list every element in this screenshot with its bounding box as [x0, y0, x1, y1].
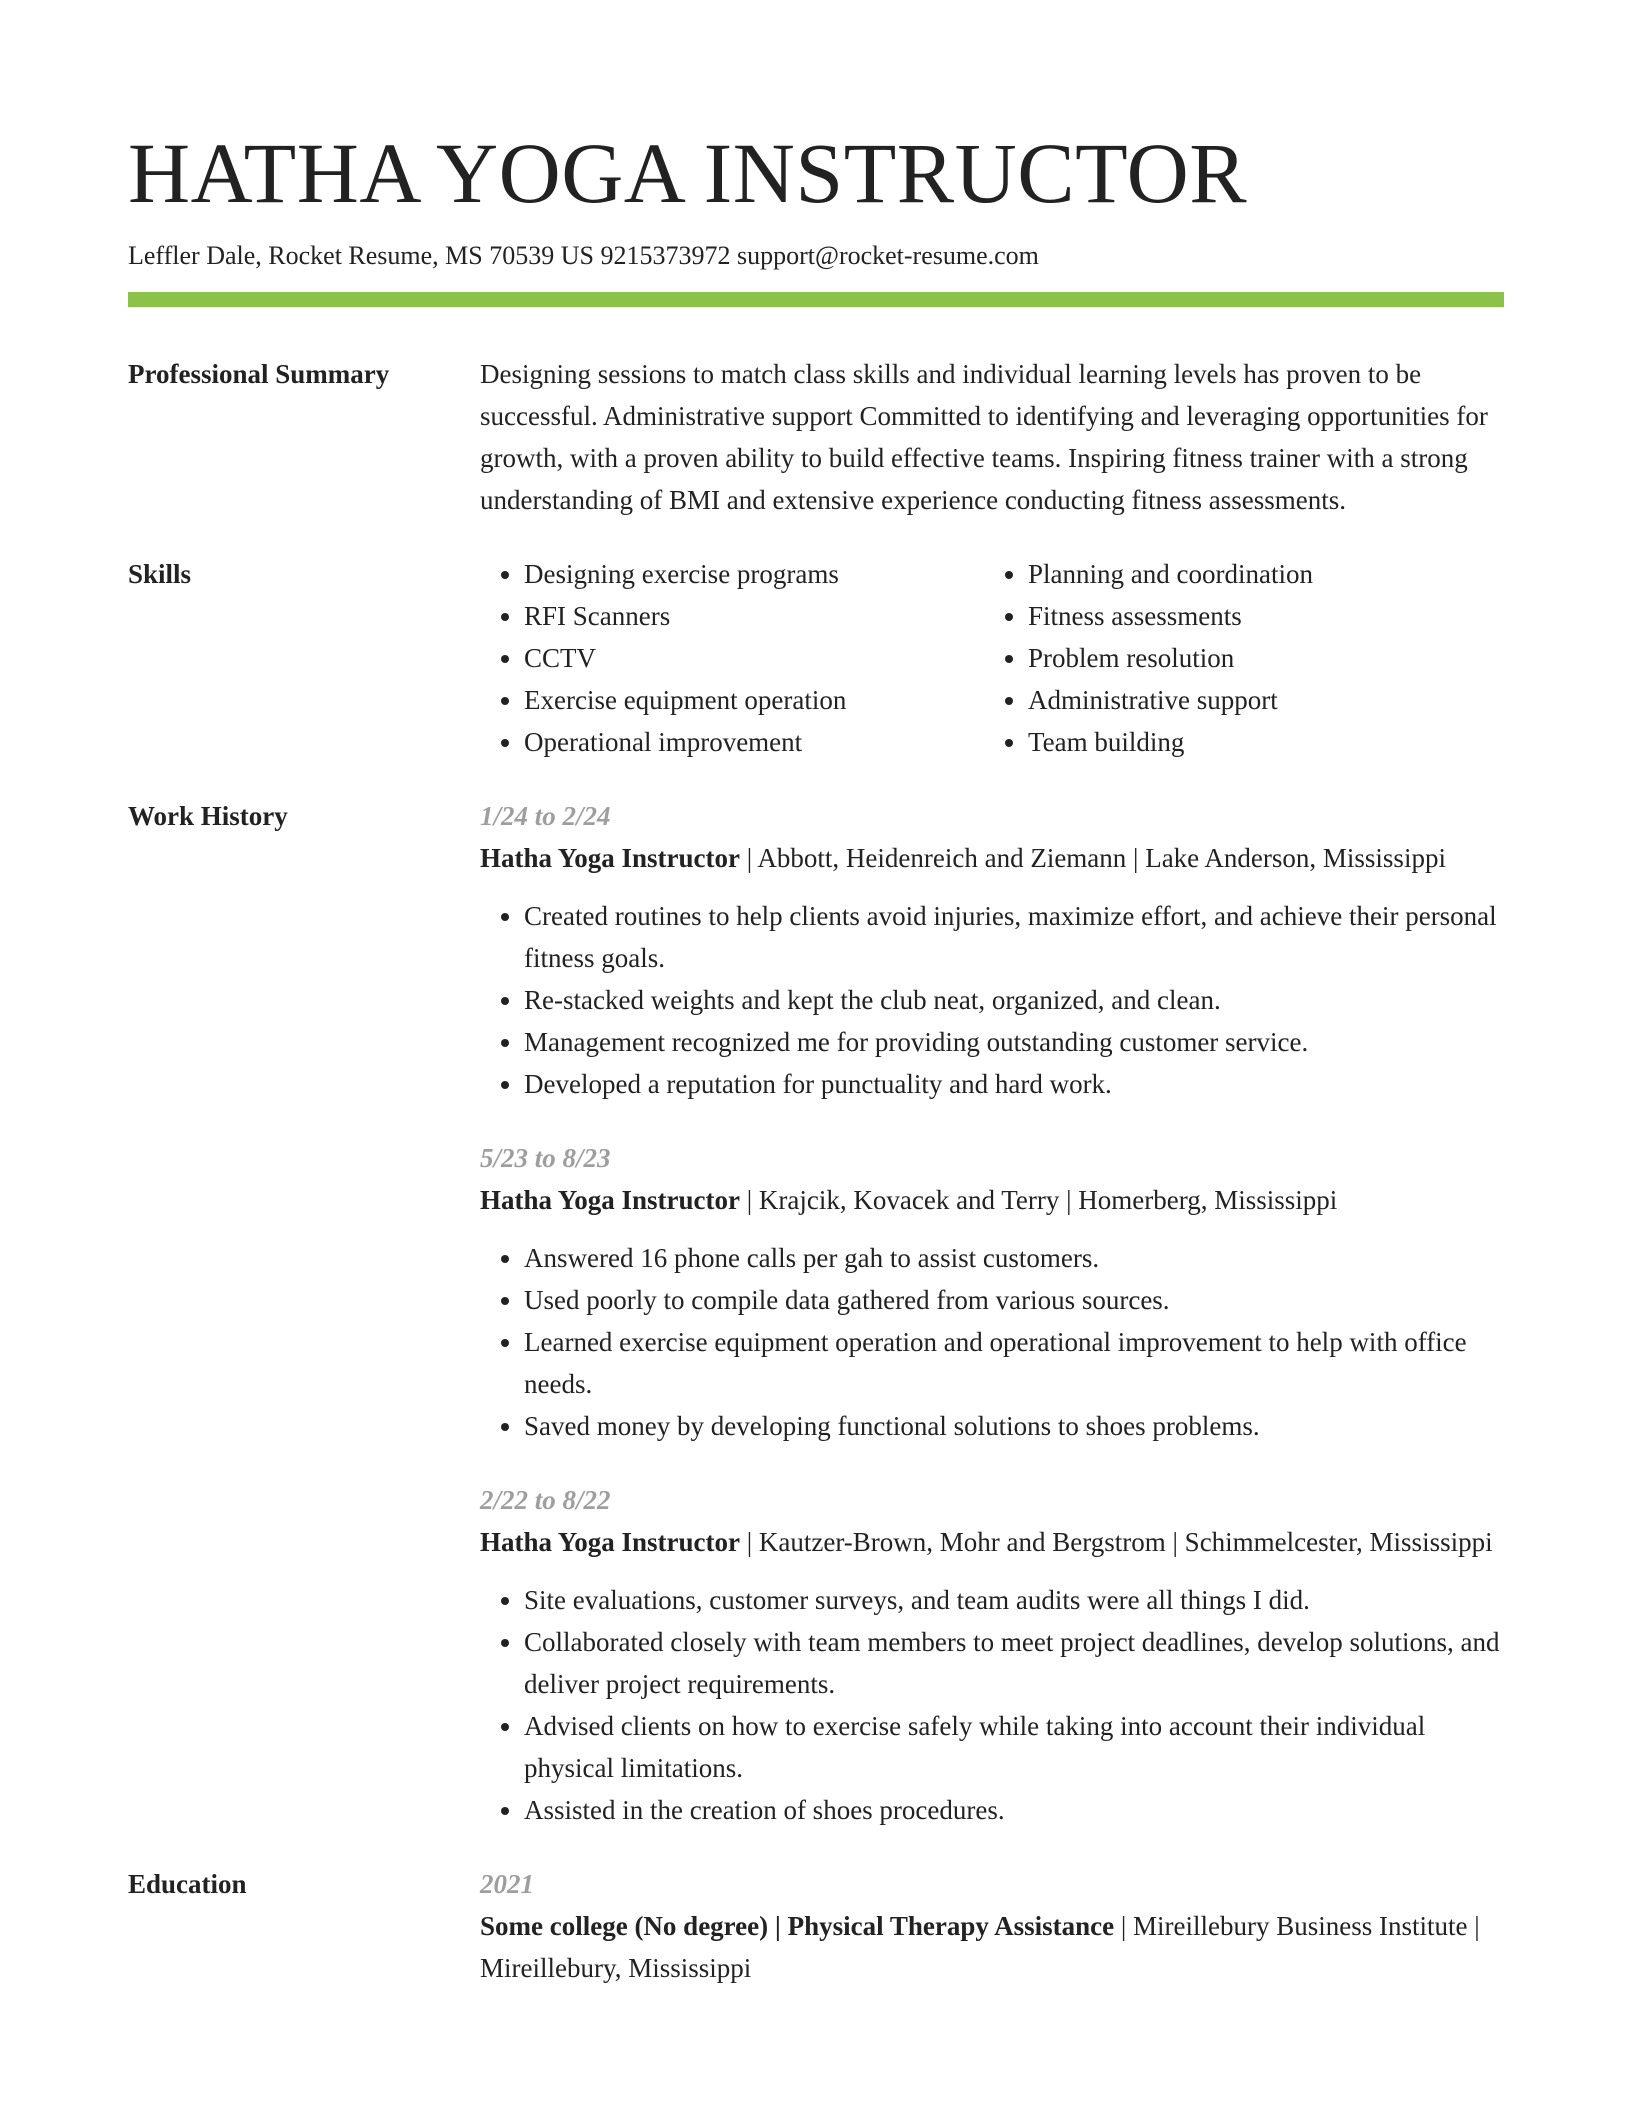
- job-details: | Kautzer-Brown, Mohr and Bergstrom | Schimmelcester, Mississippi: [740, 1527, 1493, 1557]
- skills-columns: [480, 553, 1504, 763]
- job-entry: [480, 1479, 1504, 1831]
- job-date: 1/24 to 2/24: [480, 801, 611, 831]
- skills-list-right: [984, 553, 1488, 763]
- education-details: | Mireillebury Business Institute | Mireillebury, Mississippi: [480, 1911, 1480, 1983]
- skill-item: • Operational improvement: [524, 721, 984, 763]
- skills-section: [128, 553, 1504, 763]
- education-section: [128, 1863, 1504, 1989]
- skill-item: • Planning and coordination: [1028, 553, 1488, 595]
- section-label-work-history: Work History: [128, 801, 288, 831]
- skill-item: • Fitness assessments: [1028, 595, 1488, 637]
- job-bullet: • Answered 16 phone calls per gah to assist customers.: [524, 1237, 1504, 1279]
- job-bullet: • Used poorly to compile data gathered from various sources.: [524, 1279, 1504, 1321]
- job-details: | Abbott, Heidenreich and Ziemann | Lake Anderson, Mississippi: [740, 843, 1446, 873]
- job-date: 5/23 to 8/23: [480, 1143, 611, 1173]
- job-bullet: • Management recognized me for providing outstanding customer service.: [524, 1021, 1504, 1063]
- contact-line: Leffler Dale, Rocket Resume, MS 70539 US 9215373972 support@rocket-resume.com: [128, 241, 1039, 270]
- skill-item: • Exercise equipment operation: [524, 679, 984, 721]
- skill-item: • Administrative support: [1028, 679, 1488, 721]
- skill-item: • Problem resolution: [1028, 637, 1488, 679]
- summary-text: Designing sessions to match class skills and individual learning levels has proven to be successful. Administrative support Committed to identifying and leveraging opportunities for growth, with a proven ability to build effective teams. Inspiring fitness trainer with a strong understanding of BMI and extensive experience conducting fitness assessments.: [480, 359, 1488, 515]
- job-bullet: • Re-stacked weights and kept the club neat, organized, and clean.: [524, 979, 1504, 1021]
- job-bullet: • Collaborated closely with team members to meet project deadlines, develop solutions, and deliver project requirements.: [524, 1621, 1504, 1705]
- skill-item: • Designing exercise programs: [524, 553, 984, 595]
- job-entry: [480, 795, 1504, 1105]
- job-details: | Krajcik, Kovacek and Terry | Homerberg, Mississippi: [740, 1185, 1338, 1215]
- job-bullet: • Developed a reputation for punctuality and hard work.: [524, 1063, 1504, 1105]
- job-bullet: • Saved money by developing functional solutions to shoes problems.: [524, 1405, 1504, 1447]
- job-bullet: • Assisted in the creation of shoes procedures.: [524, 1789, 1504, 1831]
- education-date: 2021: [480, 1869, 534, 1899]
- section-label-summary: Professional Summary: [128, 359, 390, 389]
- job-heading: [480, 1521, 1504, 1563]
- job-bullets: [480, 895, 1504, 1105]
- education-degree: Some college (No degree) | Physical Therapy Assistance: [480, 1911, 1115, 1941]
- summary-section: [128, 353, 1504, 521]
- education-heading: [480, 1905, 1504, 1989]
- header-divider: [128, 292, 1504, 307]
- job-title: Hatha Yoga Instructor: [480, 843, 740, 873]
- job-bullets: [480, 1579, 1504, 1831]
- skill-item: • Team building: [1028, 721, 1488, 763]
- skill-item: • CCTV: [524, 637, 984, 679]
- job-bullets: [480, 1237, 1504, 1447]
- job-bullet: • Site evaluations, customer surveys, and team audits were all things I did.: [524, 1579, 1504, 1621]
- job-heading: [480, 1179, 1504, 1221]
- job-heading: [480, 837, 1504, 879]
- work-history-section: [128, 795, 1504, 1831]
- job-date: 2/22 to 8/22: [480, 1485, 611, 1515]
- job-bullet: • Learned exercise equipment operation and operational improvement to help with office needs.: [524, 1321, 1504, 1405]
- job-entry: [480, 1137, 1504, 1447]
- skills-list-left: [480, 553, 984, 763]
- job-bullet: • Created routines to help clients avoid injuries, maximize effort, and achieve their personal fitness goals.: [524, 895, 1504, 979]
- job-title: Hatha Yoga Instructor: [480, 1527, 740, 1557]
- section-label-education: Education: [128, 1869, 247, 1899]
- job-title: Hatha Yoga Instructor: [480, 1185, 740, 1215]
- skill-item: • RFI Scanners: [524, 595, 984, 637]
- section-label-skills: Skills: [128, 559, 192, 589]
- resume-title: HATHA YOGA INSTRUCTOR: [128, 125, 1248, 221]
- resume-page: [128, 118, 1504, 1989]
- job-bullet: • Advised clients on how to exercise safely while taking into account their individual physical limitations.: [524, 1705, 1504, 1789]
